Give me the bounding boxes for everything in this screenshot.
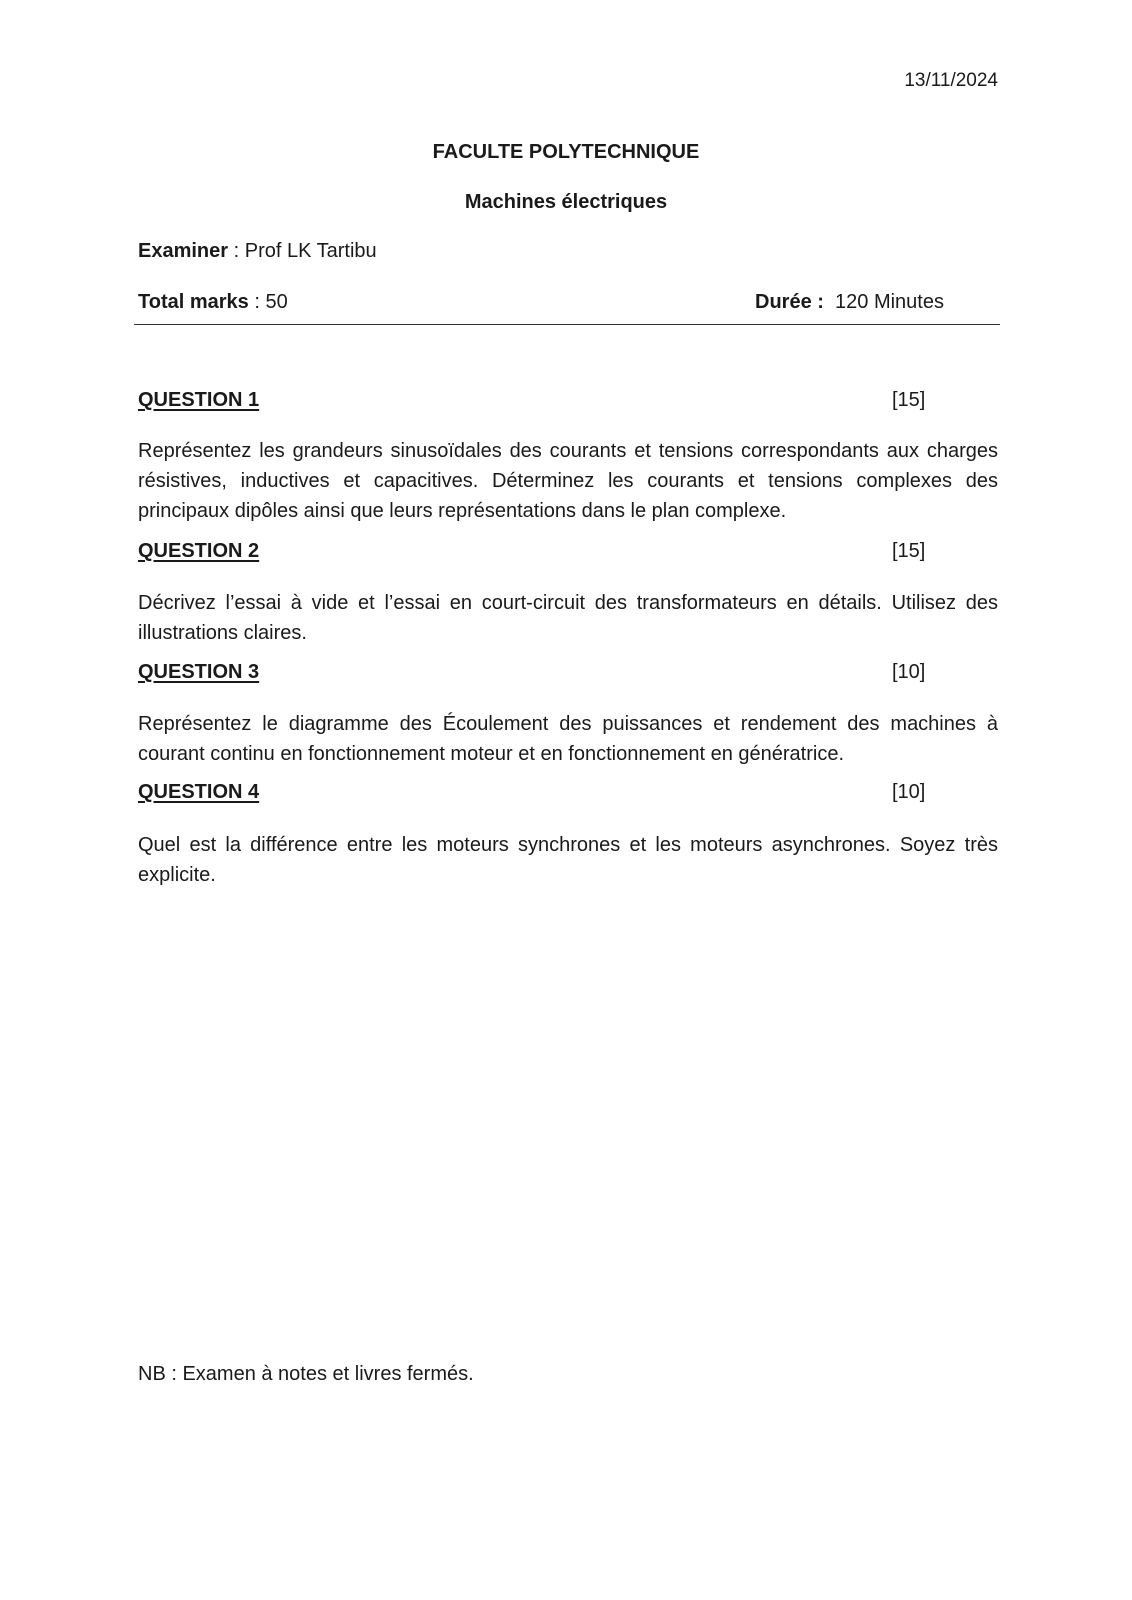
total-marks-label: Total marks: [138, 291, 249, 313]
question-3-marks: [10]: [892, 661, 926, 683]
question-2-text: Décrivez l’essai à vide et l’essai en court-circuit des transformateurs en détails. Utilisez des illustrations claires.: [138, 592, 998, 644]
examiner-value: : Prof LK Tartibu: [228, 240, 377, 262]
header-divider: [134, 324, 1000, 325]
question-1-title: QUESTION 1: [138, 389, 260, 411]
question-2-marks: [15]: [892, 540, 926, 562]
exam-date: 13/11/2024: [904, 70, 998, 91]
total-marks-value: : 50: [248, 291, 288, 313]
question-4-text: Quel est la différence entre les moteurs synchrones et les moteurs asynchrones. Soyez très explicite.: [138, 834, 998, 886]
question-4-title: QUESTION 4: [138, 781, 260, 803]
total-marks-line: [138, 291, 288, 314]
duration-line: [755, 291, 944, 314]
examiner-line: [138, 240, 377, 263]
duration-value: 120 Minutes: [823, 291, 944, 313]
exam-note: NB : Examen à notes et livres fermés.: [138, 1363, 474, 1385]
question-1-text: Représentez les grandeurs sinusoïdales des courants et tensions correspondants aux charges résistives, inductives et capacitives. Déterminez les courants et tensions complexes des principaux dipôles ainsi que leurs représentations dans le plan complexe.: [138, 440, 998, 522]
question-3-title: QUESTION 3: [138, 661, 260, 683]
course-title: Machines électriques: [464, 191, 668, 213]
question-1-marks: [15]: [892, 389, 926, 411]
faculty-title: FACULTE POLYTECHNIQUE: [432, 141, 700, 163]
examiner-label: Examiner: [138, 240, 229, 262]
question-2-title: QUESTION 2: [138, 540, 260, 562]
duration-label: Durée :: [755, 291, 824, 313]
question-4-marks: [10]: [892, 781, 926, 803]
question-3-text: Représentez le diagramme des Écoulement des puissances et rendement des machines à courant continu en fonctionnement moteur et en fonctionnement en génératrice.: [138, 713, 998, 765]
